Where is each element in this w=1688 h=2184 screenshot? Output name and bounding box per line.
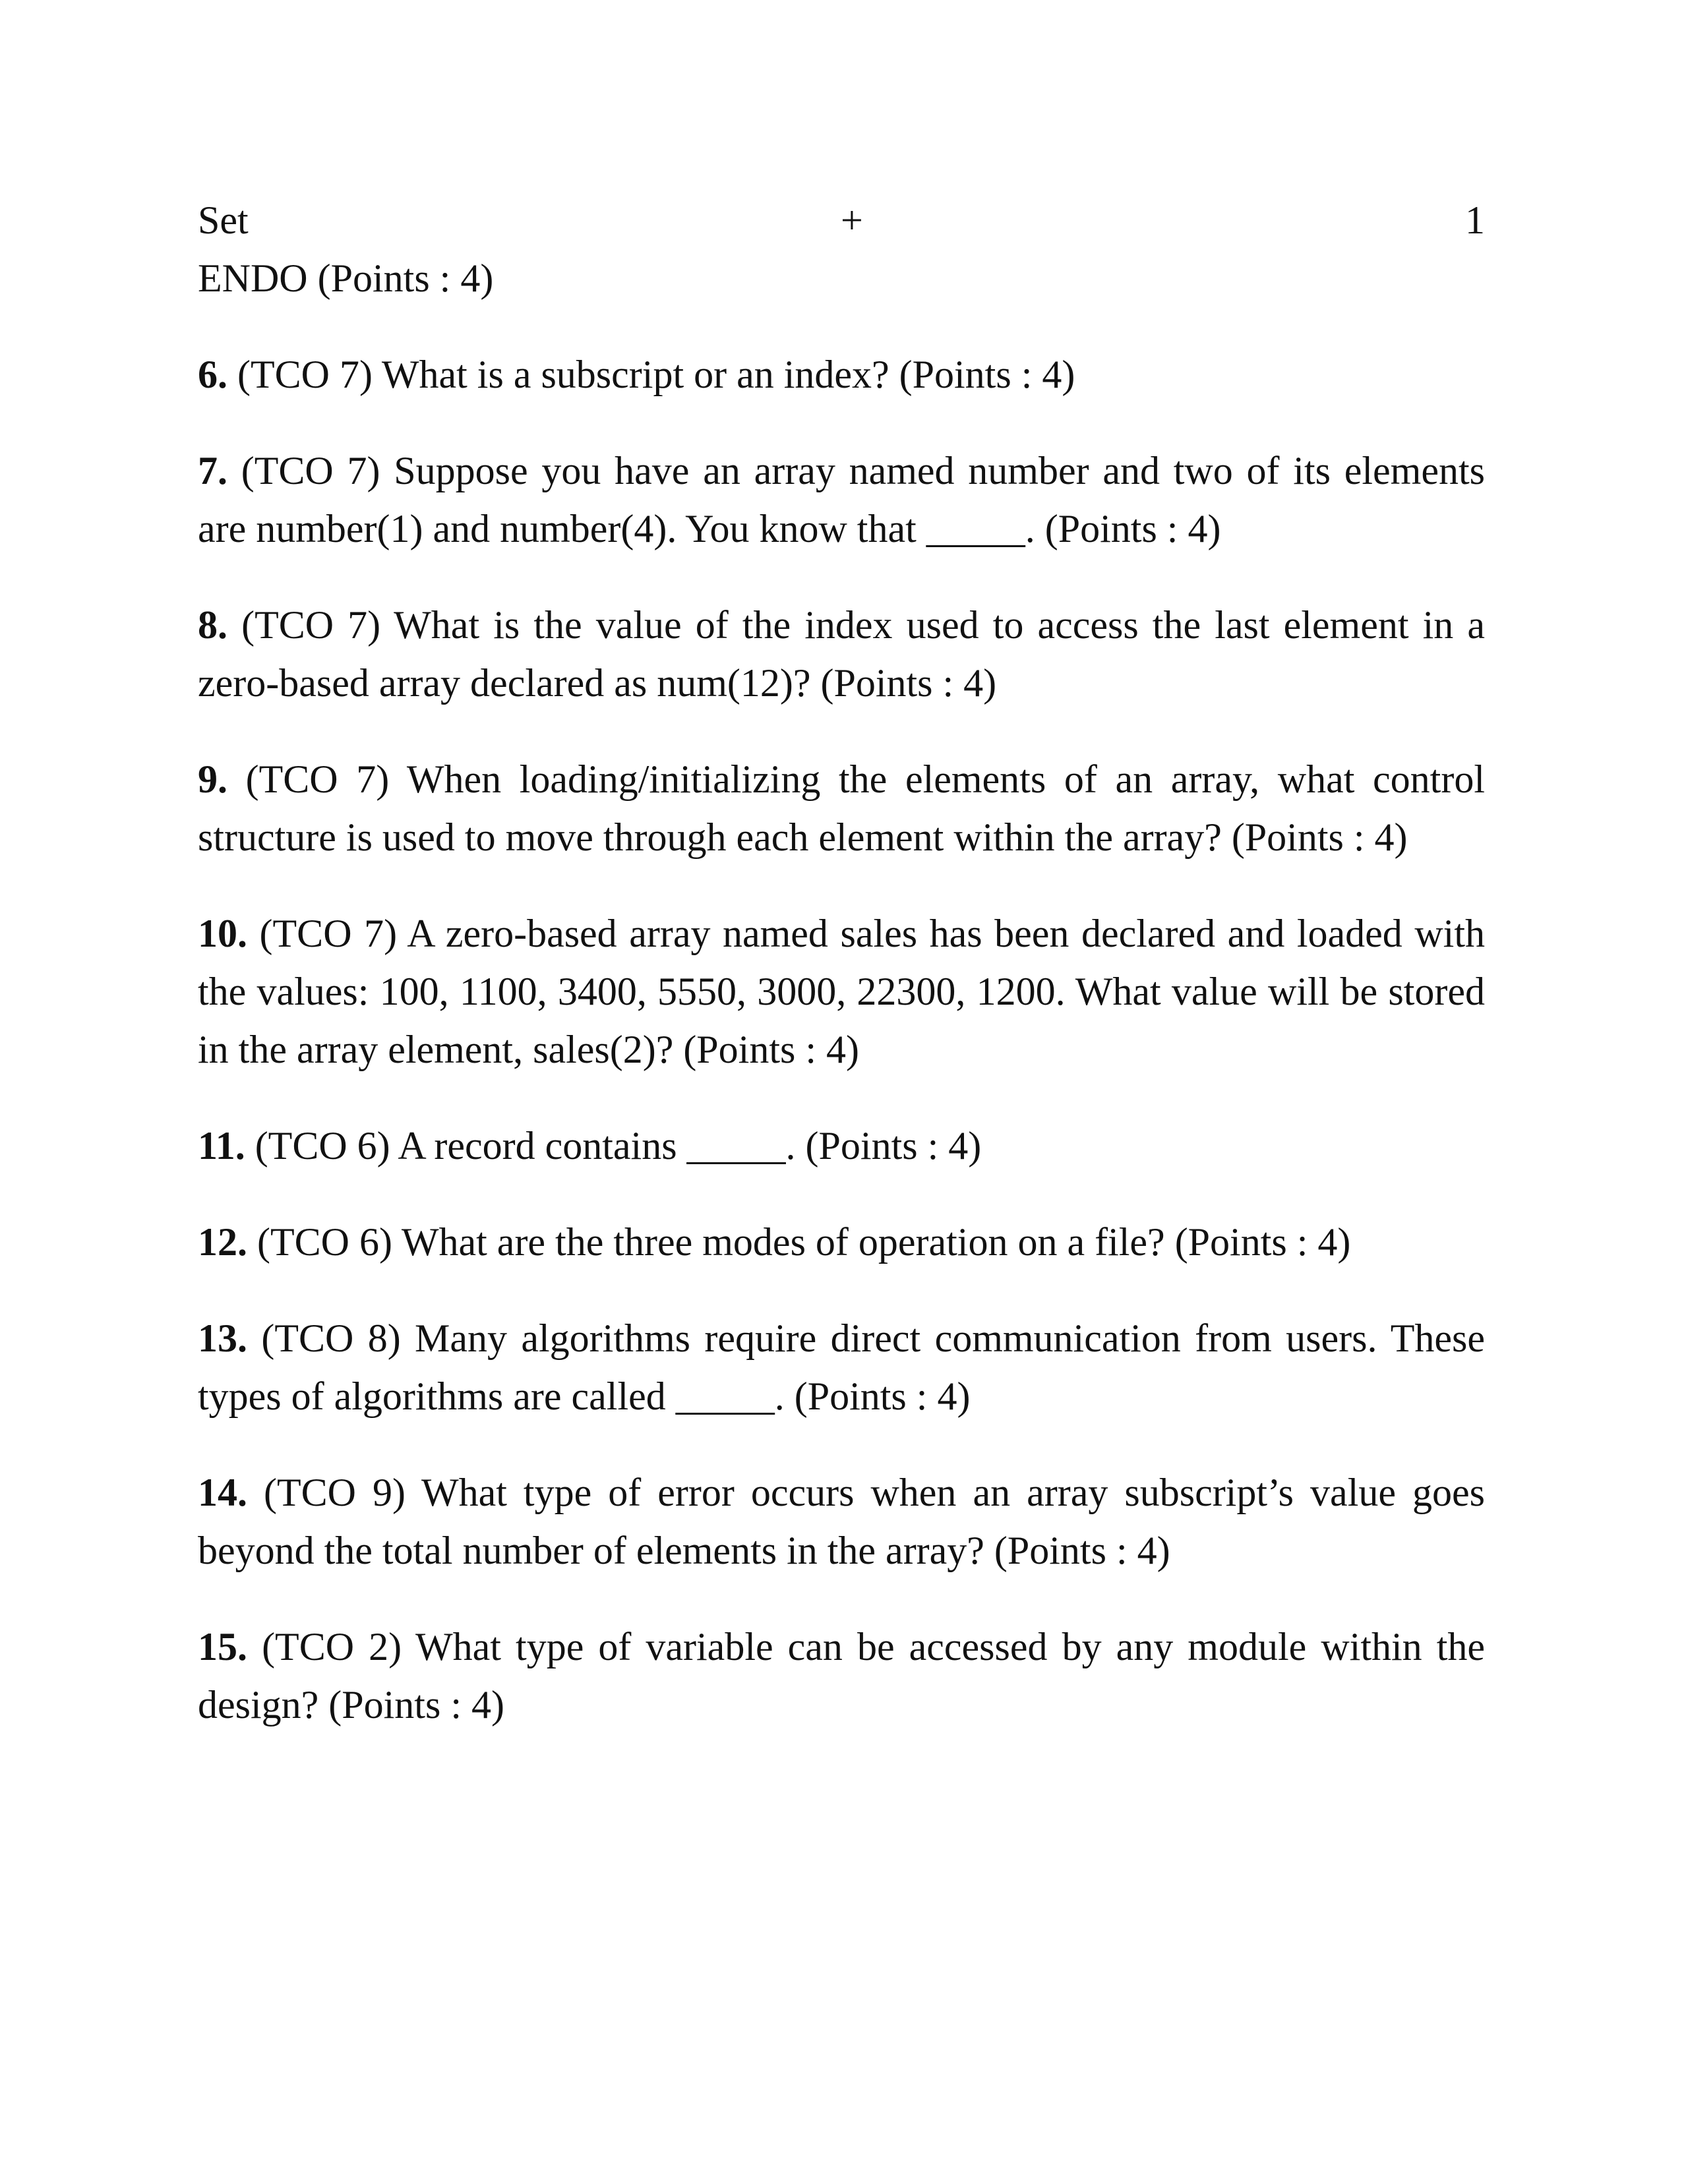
question-text: (TCO 7) A zero-based array named sales has been declared and loaded with the values: 100, 1100, 3400, 5550, 3000, 22300, 1200. What value will be stored in the array element, sales(2)? (Points : 4) — [198, 912, 1486, 1071]
question-13 — [198, 1309, 1485, 1425]
question-11 — [198, 1117, 1485, 1175]
document-body — [198, 191, 1485, 1772]
question-10 — [198, 904, 1485, 1078]
question-15 — [198, 1618, 1485, 1734]
question-text: (TCO 6) What are the three modes of operation on a file? (Points : 4) — [257, 1220, 1351, 1264]
question-text: (TCO 8) Many algorithms require direct communication from users. These types of algorithms are called _____. (Points : 4) — [198, 1316, 1485, 1418]
question-number: 8. — [198, 603, 227, 647]
question-text: (TCO 7) Suppose you have an array named number and two of its elements are number(1) and number(4). You know that _____. (Points : 4) — [198, 449, 1485, 550]
question-text: (TCO 7) What is the value of the index used to access the last element in a zero-based array declared as num(12)? (Points : 4) — [198, 603, 1486, 705]
header-left-text: Set — [198, 198, 249, 242]
question-8 — [198, 596, 1485, 712]
header-middle-text: + — [841, 198, 863, 242]
question-number: 12. — [198, 1220, 247, 1264]
question-text: (TCO 9) What type of error occurs when an array subscript’s value goes beyond the total number of elements in the array? (Points : 4) — [198, 1471, 1485, 1572]
page-header — [198, 191, 1485, 249]
question-number: 15. — [198, 1625, 247, 1668]
question-text: (TCO 7) When loading/initializing the elements of an array, what control structure is used to move through each element within the array? (Points : 4) — [198, 757, 1485, 859]
question-text: (TCO 6) A record contains _____. (Points : 4) — [255, 1124, 982, 1167]
question-12 — [198, 1213, 1485, 1271]
question-7 — [198, 442, 1485, 558]
question-number: 6. — [198, 353, 227, 396]
question-9 — [198, 750, 1485, 866]
question-number: 9. — [198, 757, 227, 801]
question-text: (TCO 2) What type of variable can be accessed by any module within the design? (Points : 4) — [198, 1625, 1486, 1727]
question-number: 10. — [198, 912, 247, 955]
header-page-number: 1 — [1465, 198, 1485, 242]
question-6 — [198, 345, 1485, 403]
question-14 — [198, 1463, 1485, 1579]
question-number: 13. — [198, 1316, 247, 1360]
question-number: 11. — [198, 1124, 245, 1167]
question-number: 14. — [198, 1471, 247, 1514]
question-number: 7. — [198, 449, 227, 492]
endo-line: ENDO (Points : 4) — [198, 256, 494, 300]
question-text: (TCO 7) What is a subscript or an index? (Points : 4) — [237, 353, 1075, 396]
